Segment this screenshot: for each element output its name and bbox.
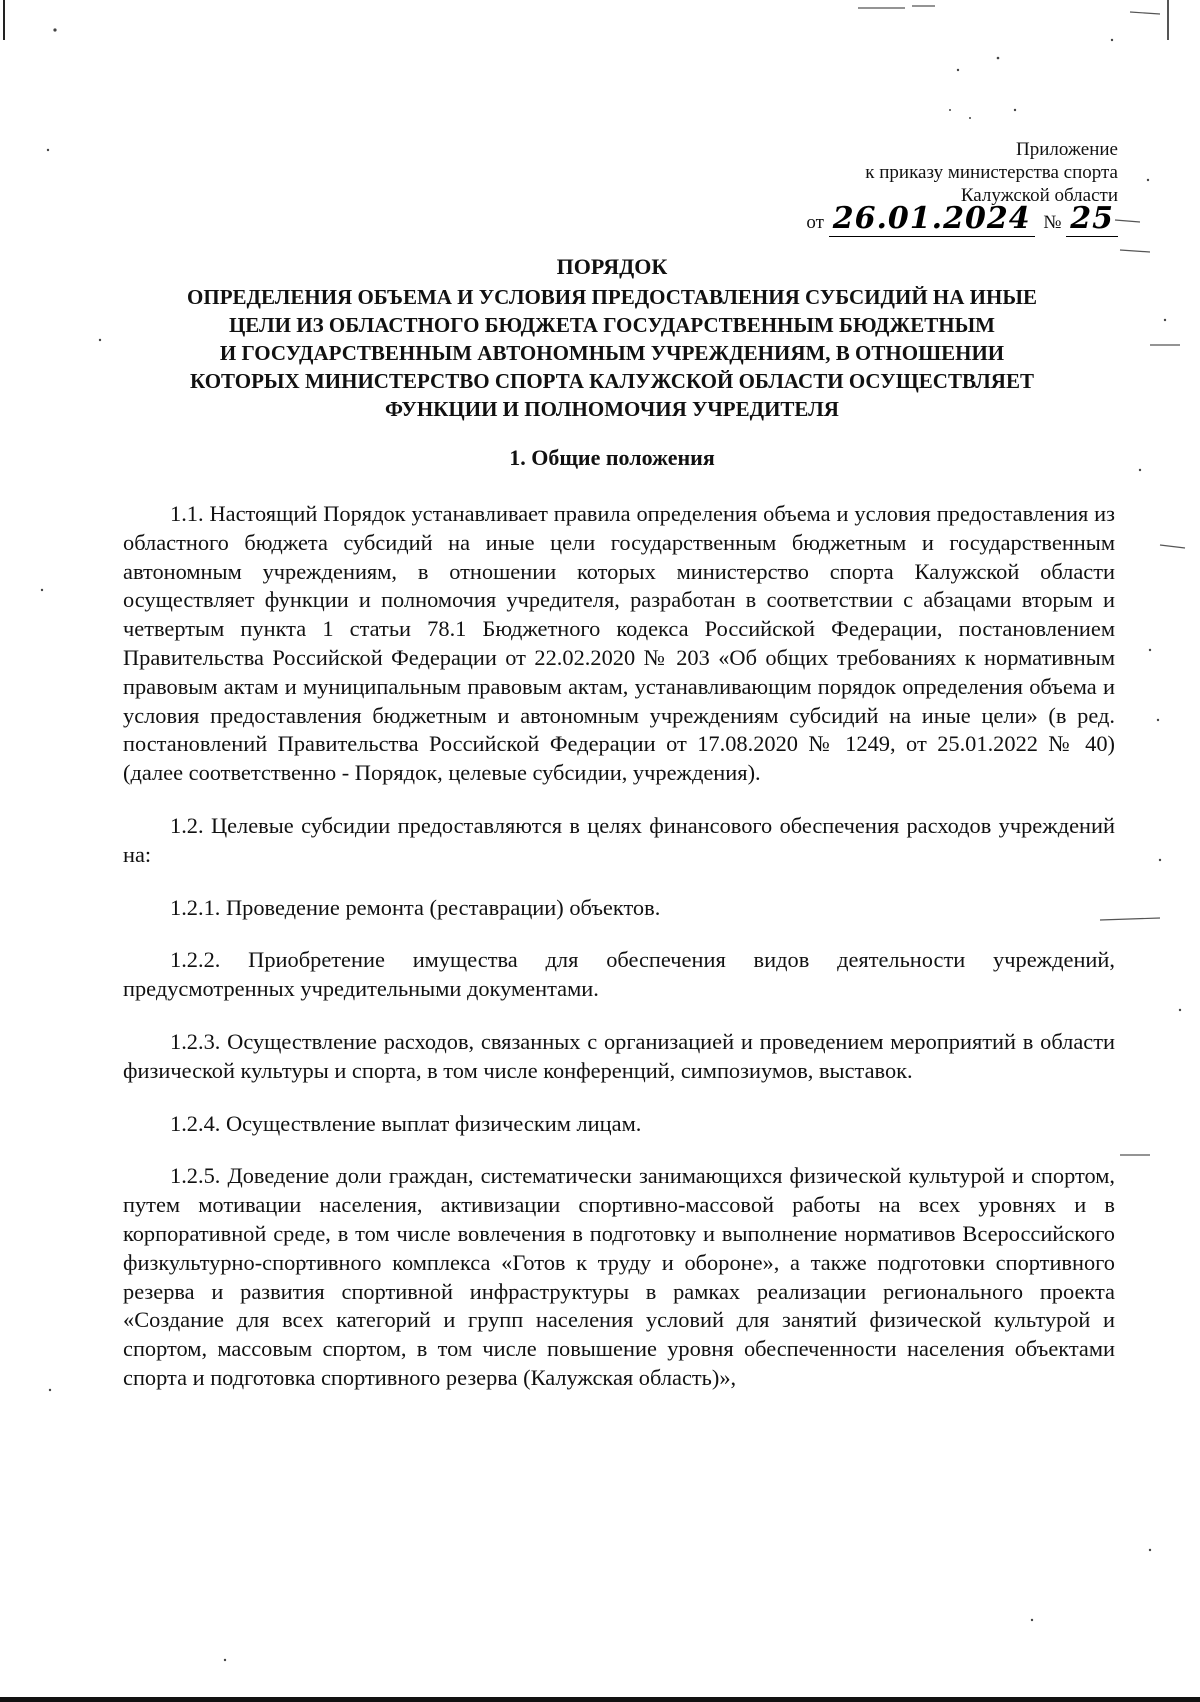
document-title (112, 253, 1112, 423)
title-line: И ГОСУДАРСТВЕННЫМ АВТОНОМНЫМ УЧРЕЖДЕНИЯМ, В ОТНОШЕНИИ (219, 341, 1005, 365)
handwritten-number: 25 (1066, 201, 1118, 237)
appendix-block (806, 138, 1118, 234)
paragraph-1-1: 1.1. Настоящий Порядок устанавливает правила определения объема и условия предоставления из областного бюджета субсидий на иные цели государственным бюджетным и государственным автономным учреждениям, в отношении которых министерство спорта Калужской области осуществляет функции и полномочия учредителя, разработан в соответствии с абзацами вторым и четвертым пункта 1 статьи 78.1 Бюджетного кодекса Российской Федерации, постановлением Правительства Российской Федерации от 22.02.2020 № 203 «Об общих требованиях к нормативным правовым актам и муниципальным правовым актам, устанавливающим порядок определения объема и условия предоставления бюджетным и автономным учреждениям субсидий на иные цели» (в ред. постановлений Правительства Российской Федерации от 17.08.2020 № 1249, от 25.01.2022 № 40) (далее соответственно - Порядок, целевые субсидии, учреждения). (123, 501, 1115, 786)
appendix-region: Калужской области (960, 185, 1118, 206)
date-prefix: от (806, 212, 824, 233)
title-line: ОПРЕДЕЛЕНИЯ ОБЪЕМА И УСЛОВИЯ ПРЕДОСТАВЛЕНИЯ СУБСИДИЙ НА ИНЫЕ (187, 285, 1037, 309)
handwritten-date: 26.01.2024 (829, 201, 1035, 237)
appendix-date-line (806, 201, 1118, 236)
paragraph-1-2-3: 1.2.3. Осуществление расходов, связанных с организацией и проведением мероприятий в области физической культуры и спорта, в том числе конференций, симпозиумов, выставок. (123, 1028, 1115, 1083)
title-heading: ПОРЯДОК (556, 254, 668, 279)
document-body (123, 500, 1115, 1393)
appendix-label: Приложение (1016, 139, 1118, 160)
scan-bottom-edge (0, 1697, 1200, 1702)
paragraph-1-2-2: 1.2.2. Приобретение имущества для обеспечения видов деятельности учреждений, предусмотренных учредительными документами. (123, 947, 1115, 1002)
title-line: ЦЕЛИ ИЗ ОБЛАСТНОГО БЮДЖЕТА ГОСУДАРСТВЕННЫМ БЮДЖЕТНЫМ (228, 313, 996, 337)
title-line: КОТОРЫХ МИНИСТЕРСТВО СПОРТА КАЛУЖСКОЙ ОБЛАСТИ ОСУЩЕСТВЛЯЕТ (190, 369, 1034, 393)
paragraph-1-2-5: 1.2.5. Доведение доли граждан, систематически занимающихся физической культурой и спортом, путем мотивации населения, активизации спортивно-массовой работы на всех уровнях и в корпоративной среде, в том числе вовлечения в подготовку и выполнение нормативов Всероссийского физкультурно-спортивного комплекса «Готов к труду и обороне», а также подготовки спортивного резерва и развития спортивной инфраструктуры в рамках реализации регионального проекта «Создание для всех категорий и групп населения условий для занятий физической культурой и спортом, массовым спортом, в том числе повышение уровня обеспеченности населения объектами спорта и подготовка спортивного резерва (Калужская область)», (123, 1163, 1115, 1390)
paragraph-1-2-4: 1.2.4. Осуществление выплат физическим лицам. (170, 1110, 642, 1136)
title-line: ФУНКЦИИ И ПОЛНОМОЧИЯ УЧРЕДИТЕЛЯ (385, 397, 839, 421)
section-heading: 1. Общие положения (509, 445, 715, 470)
appendix-order-ref: к приказу министерства спорта (865, 162, 1118, 183)
paragraph-1-2: 1.2. Целевые субсидии предоставляются в целях финансового обеспечения расходов учреждений на: (123, 812, 1115, 867)
number-label: № (1043, 212, 1062, 233)
paragraph-1-2-1: 1.2.1. Проведение ремонта (реставрации) объектов. (170, 894, 661, 920)
